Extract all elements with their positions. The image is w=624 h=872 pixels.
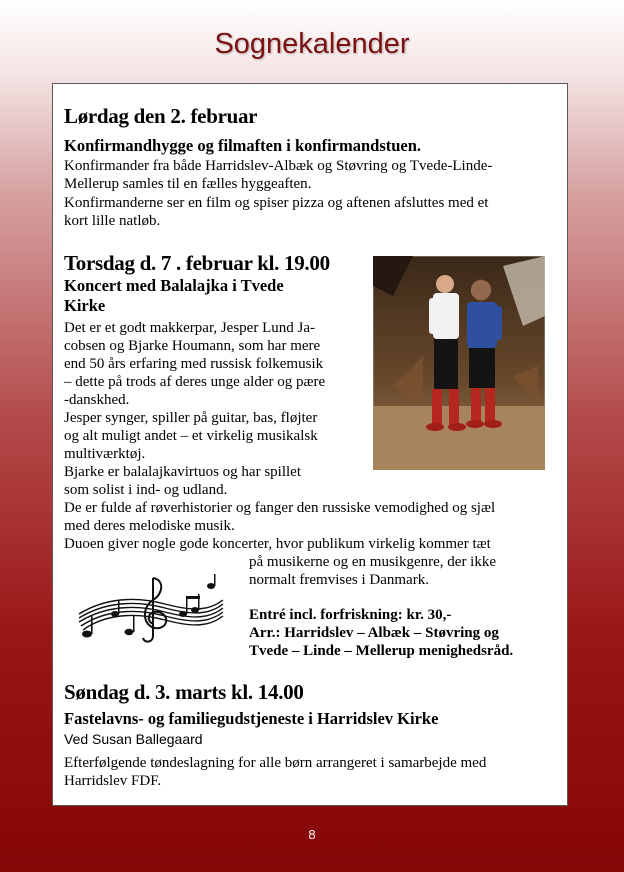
event2-text-line: De er fulde af røverhistorier og fanger den russiske vemodighed og sjæl xyxy=(64,500,496,516)
event1-date: Lørdag den 2. februar xyxy=(64,104,258,128)
event2-entry-price: Entré incl. forfriskning: kr. 30,- xyxy=(249,607,452,623)
event3-officiant: Ved Susan Ballegaard xyxy=(64,731,203,747)
event3-date: Søndag d. 3. marts kl. 14.00 xyxy=(64,680,304,704)
event1-text-line: Konfirmander fra både Harridslev-Albæk og Støvring og Tvede-Linde- xyxy=(64,158,493,174)
event2-text-line: – dette på trods af deres unge alder og pære xyxy=(64,374,326,390)
calendar-box xyxy=(52,83,568,806)
event2-text-line: på musikerne og en musikgenre, der ikke xyxy=(249,554,497,570)
event2-text-line: -danskhed. xyxy=(64,392,130,408)
event2-title-line: Kirke xyxy=(64,296,106,315)
event2-text-line: og alt muligt andet – et virkelig musikalsk xyxy=(64,428,318,444)
event2-text-line: som solist i ind- og udland. xyxy=(64,482,228,498)
music-notes-icon xyxy=(75,570,227,646)
musicians-photo xyxy=(373,256,545,470)
event2-date: Torsdag d. 7 . februar kl. 19.00 xyxy=(64,251,330,275)
event2-text-line: Bjarke er balalajkavirtuos og har spillet xyxy=(64,464,302,480)
event3-text-line: Harridslev FDF. xyxy=(64,773,162,789)
event2-text-line: Jesper synger, spiller på guitar, bas, fløjter xyxy=(64,410,318,426)
event2-text-line: cobsen og Bjarke Houmann, som har mere xyxy=(64,338,321,354)
event2-text-line: med deres melodiske musik. xyxy=(64,518,235,534)
event2-text-line: end 50 års erfaring med russisk folkemusik xyxy=(64,356,324,372)
event2-text-line: Duoen giver nogle gode koncerter, hvor publikum virkelig kommer tæt xyxy=(64,536,491,552)
event2-text-line: normalt fremvises i Danmark. xyxy=(249,572,429,588)
event1-text-line: kort lille natløb. xyxy=(64,213,161,229)
event3-text-line: Efterfølgende tøndeslagning for alle børn arrangeret i samarbejde med xyxy=(64,755,487,771)
page-number: 8 xyxy=(308,827,316,842)
event1-text-line: Konfirmanderne ser en film og spiser pizza og aftenen afsluttes med et xyxy=(64,195,489,211)
event2-organizers-line: Tvede – Linde – Mellerup menighedsråd. xyxy=(249,643,514,659)
event1-title: Konfirmandhygge og filmaften i konfirmandstuen. xyxy=(64,136,422,155)
page-title: Sognekalender xyxy=(214,28,410,60)
event2-organizers-line: Arr.: Harridslev – Albæk – Støvring og xyxy=(249,625,499,641)
event2-text-line: multiværktøj. xyxy=(64,446,146,462)
event2-title-line: Koncert med Balalajka i Tvede xyxy=(64,276,284,295)
event3-title: Fastelavns- og familiegudstjeneste i Harridslev Kirke xyxy=(64,709,439,728)
event2-text-line: Det er et godt makkerpar, Jesper Lund Ja- xyxy=(64,320,315,336)
event1-text-line: Mellerup samles til en fælles hyggeaften. xyxy=(64,176,312,192)
